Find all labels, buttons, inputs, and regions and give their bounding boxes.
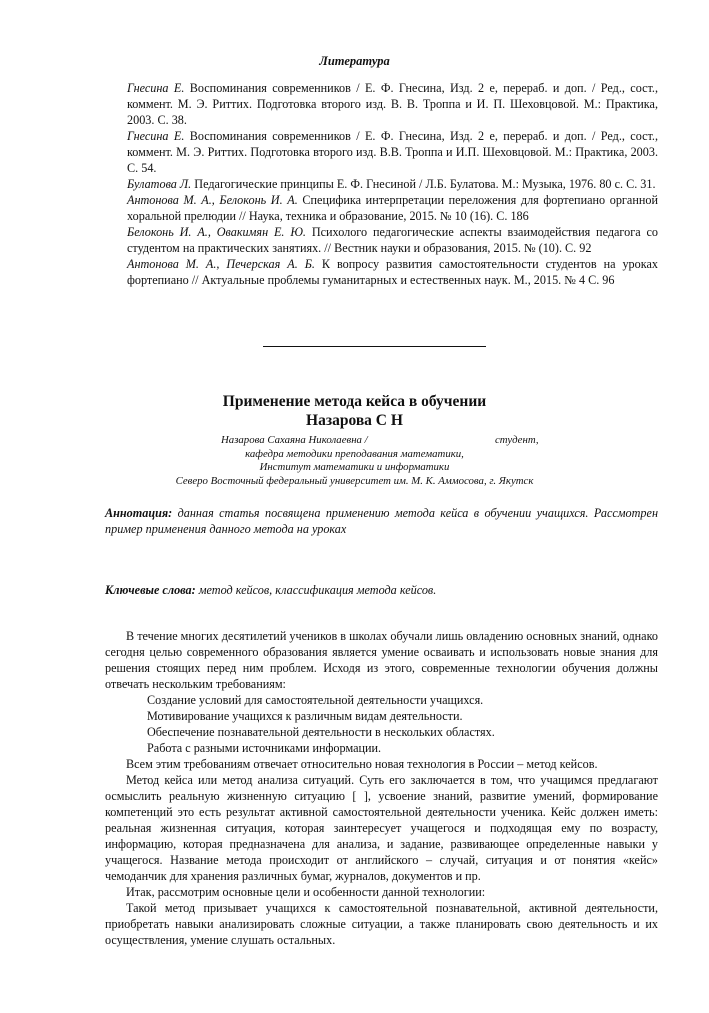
reference-text: Психолого педагогические аспекты взаимодействия педагога со студентом на практических занятиях. // Вестник науки и образования, 2015. № (10). С. 92 (127, 225, 658, 255)
reference-author: Антонова М. А., Белоконь И. А. (127, 193, 298, 207)
body-paragraph: В течение многих десятилетий учеников в школах обучали лишь овладению основных знаний, однако сегодня целью современного образования является умение осваивать и использовать новые знания для решения стоящих перед ним проблем. Исходя из этого, современные технологии обучения должны отвечать нескольким требованиям: (105, 629, 658, 691)
author-department: кафедра методики преподавания математики, (245, 447, 464, 460)
author-role: студент, (495, 434, 539, 446)
reference-item (127, 176, 658, 192)
reference-author: Булатова Л. (127, 177, 192, 191)
author-university: Северо Восточный федеральный университет им. М. К. Аммосова, г. Якутск (175, 474, 534, 487)
author-institute: Институт математики и информатики (259, 461, 450, 473)
article-title: Применение метода кейса в обучении (222, 393, 487, 410)
literature-heading: Литература (319, 54, 390, 68)
reference-item (127, 256, 658, 288)
keywords-label: Ключевые слова: (105, 583, 196, 597)
reference-item (127, 224, 658, 256)
reference-author: Гнесина Е. (127, 81, 185, 95)
requirement-item: Мотивирование учащихся к различным видам деятельности. (147, 709, 463, 723)
reference-author: Антонова М. А., Печерская А. Б. (127, 257, 315, 271)
reference-text: Воспоминания современников / Е. Ф. Гнесина, Изд. 2 е, перераб. и доп. / Ред., сост., коммент. М. Э. Риттих. Подготовка второго изд. В.В. Троппа и И.П. Шеховцовой. М.: Практика, 2003. С. 54. (127, 129, 659, 175)
body-paragraph: Метод кейса или метод анализа ситуаций. Суть его заключается в том, что учащимся предлагают осмыслить реальную жизненную ситуацию [ ], усвоение знаний, развитие умений, формирование компетенций это есть результат активной самостоятельной деятельности ученика. Кейс должен иметь: реальная жизненная ситуация, которая заинтересует учащегося и подходящая ему по возрасту, информацию, которая предназначена для анализа, и задание, развивающее определенные навыки у учащегося. Название метода происходит от английского – случай, ситуация и от понятия «кейс» чемоданчик для хранения различных бумаг, журналов, документов и пр. (105, 773, 658, 883)
author-line (0, 434, 709, 448)
article-body (105, 628, 658, 948)
reference-author: Гнесина Е. (127, 129, 185, 143)
requirement-item: Обеспечение познавательной деятельности в нескольких областях. (147, 725, 495, 739)
keywords-text: метод кейсов, классификация метода кейсов. (195, 583, 437, 597)
body-paragraph: Всем этим требованиям отвечает относительно новая технология в России – метод кейсов. (126, 757, 598, 771)
reference-text: К вопросу развития самостоятельности студентов на уроках фортепиано // Актуальные проблемы гуманитарных и естественных наук. М., 2015. № 4 С. 96 (127, 257, 658, 287)
body-paragraph: Итак, рассмотрим основные цели и особенности данной технологии: (126, 885, 486, 899)
reference-item (127, 80, 658, 128)
body-paragraph: Такой метод призывает учащихся к самостоятельной познавательной, активной деятельности, приобретать навыки анализировать сложные ситуации, а также планировать свою деятельность и их осуществления, умение слушать остальных. (105, 901, 658, 947)
abstract (105, 505, 658, 537)
section-divider (263, 346, 486, 347)
reference-list (127, 80, 658, 288)
abstract-text: данная статья посвящена применению метода кейса в обучении учащихся. Рассмотрен пример применения данного метода на уроках (105, 506, 658, 536)
reference-author: Белоконь И. А., Овакимян Е. Ю. (127, 225, 306, 239)
keywords (105, 582, 658, 598)
reference-text: Воспоминания современников / Е. Ф. Гнесина, Изд. 2 е, перераб. и доп. / Ред., сост., коммент. М. Э. Риттих. Подготовка второго изд. В. В. Троппа и И. П. Шеховцовой. М.: Практика, 2003. С. 38. (127, 81, 659, 127)
requirement-item: Создание условий для самостоятельной деятельности учащихся. (147, 693, 484, 707)
article-author-short: Назарова С Н (306, 412, 403, 429)
reference-text: Педагогические принципы Е. Ф. Гнесиной / Л.Б. Булатова. М.: Музыка, 1976. 80 с. С. 31. (191, 177, 656, 191)
requirement-item: Работа с разными источниками информации. (147, 741, 382, 755)
article-title-block (0, 392, 709, 430)
reference-item (127, 128, 658, 176)
author-full-name: Назарова Сахаяна Николаевна / (221, 434, 368, 446)
reference-item (127, 192, 658, 224)
abstract-label: Аннотация: (105, 506, 173, 520)
author-affiliation (0, 434, 709, 488)
reference-text: Специфика интерпретации переложения для фортепиано органной хоральной прелюдии // Наука, техника и образование, 2015. № 10 (16). С. 186 (127, 193, 658, 223)
